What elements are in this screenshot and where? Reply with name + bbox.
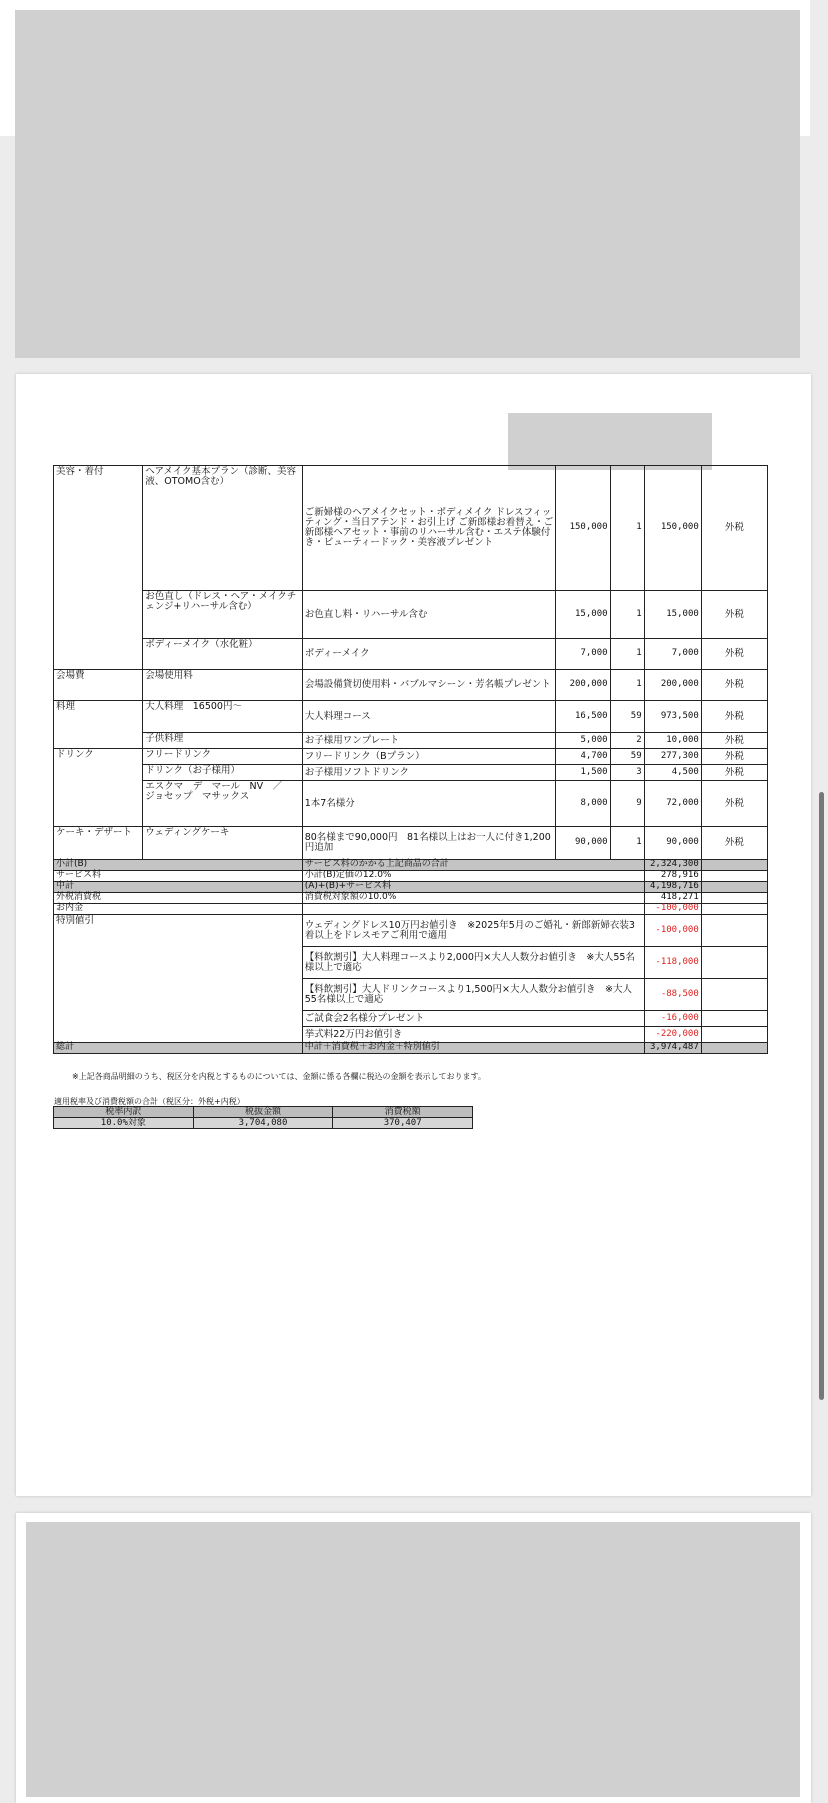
summary-description: サービス料のかかる上記商品の合計 [302,860,644,871]
quantity-cell: 59 [610,701,644,733]
item-cell: お色直し（ドレス・ヘア・メイクチェンジ+リハーサル含む） [143,591,302,639]
amount-cell: 4,500 [644,765,701,781]
discount-amount: -100,000 [644,915,701,947]
total-description: 中計＋消費税＋お内金＋特別値引 [302,1043,644,1054]
summary-amount: -100,000 [644,904,701,915]
tax-type-cell: 外税 [701,639,767,670]
tax-type-cell: 外税 [701,827,767,860]
discount-description: ご試食会2名様分プレゼント [302,1011,644,1027]
quantity-cell: 1 [610,591,644,639]
tax-type-cell: 外税 [701,733,767,749]
total-label: 総計 [54,1043,303,1054]
tax-note: ※上記各商品明細のうち、税区分を内税とするものについては、金額に係る各欄に税込の金額を表示しております。 [72,1072,486,1081]
table-row [54,765,768,781]
summary-row-consumption-tax [54,893,768,904]
category-cell: 会場費 [54,670,143,701]
discount-amount: -220,000 [644,1027,701,1043]
total-amount: 3,974,487 [644,1043,701,1054]
summary-amount: 4,198,716 [644,882,701,893]
tax-type-cell: 外税 [701,670,767,701]
description-cell: 1本7名様分 [302,781,556,827]
item-cell: 子供料理 [143,733,302,749]
summary-label: 小計(B) [54,860,303,871]
category-cell: 美容・着付 [54,466,143,670]
description-cell: ご新婦様のヘアメイクセット・ボディメイク ドレスフィッティング・当日アテンド・お引上げ ご新郎様お着替え・ご新郎様ヘアセット・事前のリハーサル含む・エステ体験付き・ビューティードック・美容液プレゼント [302,466,556,591]
summary-row-deposit [54,904,768,915]
redacted-header-block [508,413,712,470]
unit-price-cell: 150,000 [556,466,610,591]
amount-cell: 973,500 [644,701,701,733]
summary-label: サービス料 [54,871,303,882]
quantity-cell: 2 [610,733,644,749]
description-cell: 大人料理コース [302,701,556,733]
tax-type-cell: 外税 [701,591,767,639]
summary-description: (A)+(B)+サービス料 [302,882,644,893]
summary-description [302,904,644,915]
summary-row-grand-total [54,1043,768,1054]
tax-type-cell: 外税 [701,781,767,827]
description-cell: お子様用ソフトドリンク [302,765,556,781]
discount-description: 【料飲割引】大人ドリンクコースより1,500円×大人人数分お値引き ※大人55名様以上で適応 [302,979,644,1011]
item-cell: フリードリンク [143,749,302,765]
quantity-cell: 1 [610,466,644,591]
quantity-cell: 9 [610,781,644,827]
discount-amount: -16,000 [644,1011,701,1027]
tax-amount-cell: 370,407 [333,1118,473,1129]
summary-description: 小計(B)定価の12.0% [302,871,644,882]
tax-summary-caption: 適用税率及び消費税額の合計（税区分：外税+内税） [54,1097,245,1106]
summary-amount: 278,916 [644,871,701,882]
description-cell: お色直し料・リハーサル含む [302,591,556,639]
description-cell: 会場設備貸切使用料・バブルマシーン・芳名帳プレゼント [302,670,556,701]
table-row [54,701,768,733]
unit-price-cell: 90,000 [556,827,610,860]
discount-label: 特別値引 [54,915,303,1043]
summary-label: 中計 [54,882,303,893]
table-row [54,827,768,860]
discount-description: 挙式料22万円お値引き [302,1027,644,1043]
item-cell: ボディーメイク（水化粧） [143,639,302,670]
summary-label: 外税消費税 [54,893,303,904]
tax-summary-header [54,1107,473,1118]
summary-amount: 2,324,300 [644,860,701,871]
amount-cell: 150,000 [644,466,701,591]
item-cell: エスクマ デ マール NV ／ ジョセップ マサックス [143,781,302,827]
tax-type-cell: 外税 [701,466,767,591]
tax-type-cell: 外税 [701,749,767,765]
item-cell: 会場使用料 [143,670,302,701]
tax-summary-row [54,1118,473,1129]
quantity-cell: 59 [610,749,644,765]
item-cell: ヘアメイク基本プラン（診断、美容液、OTOMO含む） [143,466,302,591]
unit-price-cell: 200,000 [556,670,610,701]
quantity-cell: 1 [610,670,644,701]
table-row [54,733,768,749]
tax-header-net: 税抜金額 [193,1107,333,1118]
amount-cell: 90,000 [644,827,701,860]
tax-rate-cell: 10.0%対象 [54,1118,194,1129]
tax-header-tax: 消費税額 [333,1107,473,1118]
amount-cell: 7,000 [644,639,701,670]
summary-amount: 418,271 [644,893,701,904]
unit-price-cell: 16,500 [556,701,610,733]
summary-label: お内金 [54,904,303,915]
table-row [54,781,768,827]
tax-header-rate: 税率内訳 [54,1107,194,1118]
amount-cell: 10,000 [644,733,701,749]
item-cell: ドリンク（お子様用） [143,765,302,781]
summary-row-midtotal [54,882,768,893]
tax-type-cell: 外税 [701,701,767,733]
redacted-region-bottom [26,1522,800,1797]
unit-price-cell: 1,500 [556,765,610,781]
discount-description: ウェディングドレス10万円お値引き ※2025年5月のご婚礼・新郎新婦衣装3着以上をドレスモアご利用で適用 [302,915,644,947]
amount-cell: 200,000 [644,670,701,701]
table-row [54,591,768,639]
item-cell: ウェディングケーキ [143,827,302,860]
table-row [54,466,768,591]
amount-cell: 277,300 [644,749,701,765]
description-cell: お子様用ワンプレート [302,733,556,749]
estimate-table [53,465,768,1054]
redacted-region-top [15,10,800,358]
scrollbar-thumb[interactable] [819,792,824,1400]
amount-cell: 72,000 [644,781,701,827]
table-row [54,670,768,701]
item-cell: 大人料理 16500円～ [143,701,302,733]
unit-price-cell: 7,000 [556,639,610,670]
quantity-cell: 3 [610,765,644,781]
description-cell: フリードリンク（Bプラン） [302,749,556,765]
unit-price-cell: 4,700 [556,749,610,765]
category-cell: ドリンク [54,749,143,827]
table-row [54,639,768,670]
summary-row-service-fee [54,871,768,882]
discount-description: 【料飲割引】大人料理コースより2,000円×大人人数分お値引き ※大人55名様以上で適応 [302,947,644,979]
summary-row-subtotal-b [54,860,768,871]
tax-type-cell: 外税 [701,765,767,781]
unit-price-cell: 5,000 [556,733,610,749]
summary-description: 消費税対象額の10.0% [302,893,644,904]
unit-price-cell: 15,000 [556,591,610,639]
quantity-cell: 1 [610,827,644,860]
discount-amount: -88,500 [644,979,701,1011]
tax-summary-table [53,1106,473,1129]
quantity-cell: 1 [610,639,644,670]
amount-cell: 15,000 [644,591,701,639]
discount-row [54,915,768,947]
tax-net-cell: 3,704,080 [193,1118,333,1129]
table-row [54,749,768,765]
discount-amount: -118,000 [644,947,701,979]
category-cell: 料理 [54,701,143,749]
description-cell: 80名様まで90,000円 81名様以上はお一人に付き1,200円追加 [302,827,556,860]
category-cell: ケーキ・デザート [54,827,143,860]
description-cell: ボディーメイク [302,639,556,670]
unit-price-cell: 8,000 [556,781,610,827]
